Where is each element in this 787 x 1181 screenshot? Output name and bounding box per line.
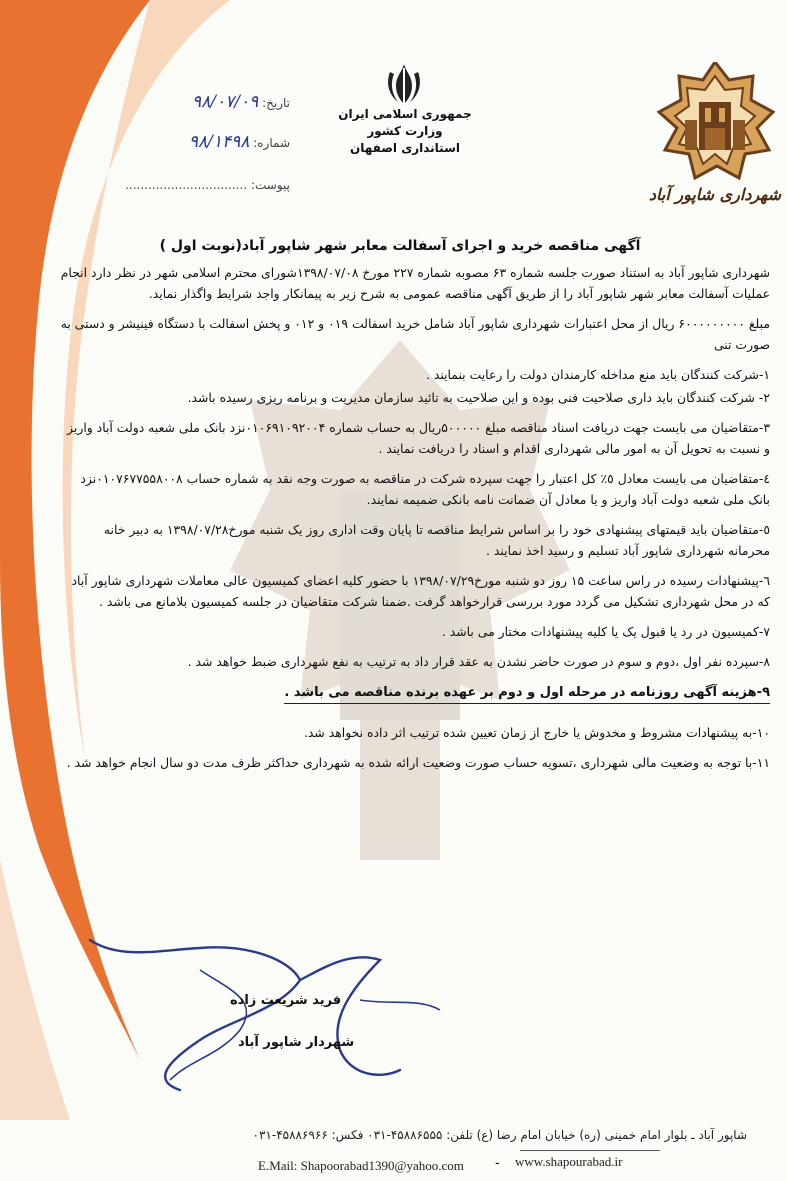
attachment-field [125,178,290,192]
signer-title: شهردار شاپور آباد [238,1035,355,1050]
footer-address: شاپور آباد ـ بلوار امام خمینی (ره) خیابان امام رضا (ع) تلفن: ۴۵۸۸۶۵۵۵-۰۳۱ فکس: ۴۵۸۸۶۹۶۶-۰۳۱ [252,1128,747,1142]
signer-name: فرید شریعت زاده [230,993,342,1008]
intro-paragraph: شهرداری شاپور آباد به استناد صورت جلسه شماره ۶۳ مصوبه شماره ۲۲۷ مورخ ۱۳۹۸/۰۷/۰۸شورای محترم اسلامی شهر در نظر دارد انجام عملیات آسفالت معابر شهر شاپور آباد را از طریق آگهی مناقصه عمومی به شرح زیر به پیمانکار واجد شرایط واگذار نماید. [60,265,770,301]
date-field [192,92,290,112]
attachment-label: پیوست: [250,178,290,192]
document-body [60,262,770,782]
handwritten-signature [0,930,520,1100]
item-2: ۲- شرکت کنندگان باید داری صلاحیت فنی بوده و این صلاحیت به تائید سازمان مدیریت و برنامه ریزی رسیده باشد. [187,390,770,405]
item-9: ۹-هزینه آگهی روزنامه در مرحله اول و دوم بر عهده برنده مناقصه می باشد . [284,682,770,704]
item-3: ۳-متقاضیان می بایست جهت دریافت اسناد مناقصه مبلغ ۵۰۰۰۰۰ریال به حساب شماره ۰۱۰۶۹۱۰۹۲۰۰۴نزد بانک ملی شعبه دولت آباد واریز و نسبت به تحویل آن به امور مالی شهرداری اقدام و اسناد را دریافت نمایند . [67,420,770,456]
municipality-logo-caption: شهرداری شاپور آباد [648,185,782,204]
amount-paragraph: مبلغ ۶۰۰۰۰۰۰۰۰۰ ریال از محل اعتبارات شهرداری شاپور آباد شامل خرید اسفالت ۰۱۹ و ۰۱۲ و پخش اسفالت با دستگاه فینیشر و دستی به صورت تنی [60,316,770,352]
province-name: استانداری اصفهان [350,141,460,155]
item-10: ۱۰-به پیشنهادات مشروط و مخدوش یا خارج از زمان تعیین شده ترتیب اثر داده نخواهد شد. [303,725,770,740]
footer-separator: - [495,1156,500,1171]
item-7: ۷-کمیسیون در رد یا قبول یک یا کلیه پیشنهادات مختار می باشد . [441,624,770,639]
number-label: شماره: [253,136,290,150]
attachment-value: ................................ [125,178,248,192]
item-5: ٥-متقاضیان باید قیمتهای پیشنهادی خود را بر اساس شرایط مناقصه تا پایان وقت اداری روز یک شنبه مورخ۱۳۹۸/۰۷/۲۸ به دبیر خانه محرمانه شهرداری شاپور آباد تسلیم و رسید اخذ نمایند . [103,522,770,558]
municipality-logo [655,62,775,182]
document-title: آگهی مناقصه خرید و اجرای آسفالت معابر شهر شاپور آباد(نوبت اول ) [159,238,641,254]
footer-website: www.shapourabad.ir [515,1154,623,1169]
footer-email: E.Mail: Shapoorabad1390@yahoo.com [258,1158,464,1173]
item-4: ٤-متقاضیان می بایست معادل ٥٪ کل اعتبار را جهت سپرده شرکت در مناقصه به صورت وجه نقد به شماره حساب ۰۱۰۷۶۷۷۵۵۸۰۰۸نزد بانک ملی شعبه دولت آباد واریز و یا معادل آن ضمانت نامه بانکی ضمیمه نمایند. [80,471,770,507]
number-field [189,132,290,152]
government-header [330,106,480,157]
iran-emblem-icon [384,62,424,106]
item-11: ۱۱-با توجه به وضعیت مالی شهرداری ،تسویه حساب صورت وضعیت ارائه شده به شهرداری حداکثر ظرف مدت دو سال انجام خواهد شد . [66,755,770,770]
item-1: ۱-شرکت کنندگان باید منع مداخله کارمندان دولت را رعایت بنمایند . [425,367,770,382]
item-8: ۸-سپرده نفر اول ،دوم و سوم در صورت حاضر نشدن به عقد قرار داد به ترتیب به نفع شهرداری ضبط خواهد شد . [187,654,770,669]
number-value: ۹۸/۱۴۹۸ [188,132,250,152]
republic-name: جمهوری اسلامی ایران [338,107,472,121]
item-6: ٦-پیشنهادات رسیده در راس ساعت ۱۵ روز دو شنبه مورخ۱۳۹۸/۰۷/۲۹ با حضور کلیه اعضای کمیسیون عالی معاملات شهرداری شاپور آباد که در محل شهرداری تشکیل می گردد مورد بررسی قرارخواهد گرفت .ضمنا شرکت متقاضیان در جلسه کمیسیون بلامانع می باشد . [71,573,770,609]
footer-rule [520,1150,660,1151]
ministry-name: وزارت کشور [367,124,443,138]
date-label: تاریخ: [262,96,290,110]
date-value: ۹۸/۰۷/۰۹ [192,92,259,112]
